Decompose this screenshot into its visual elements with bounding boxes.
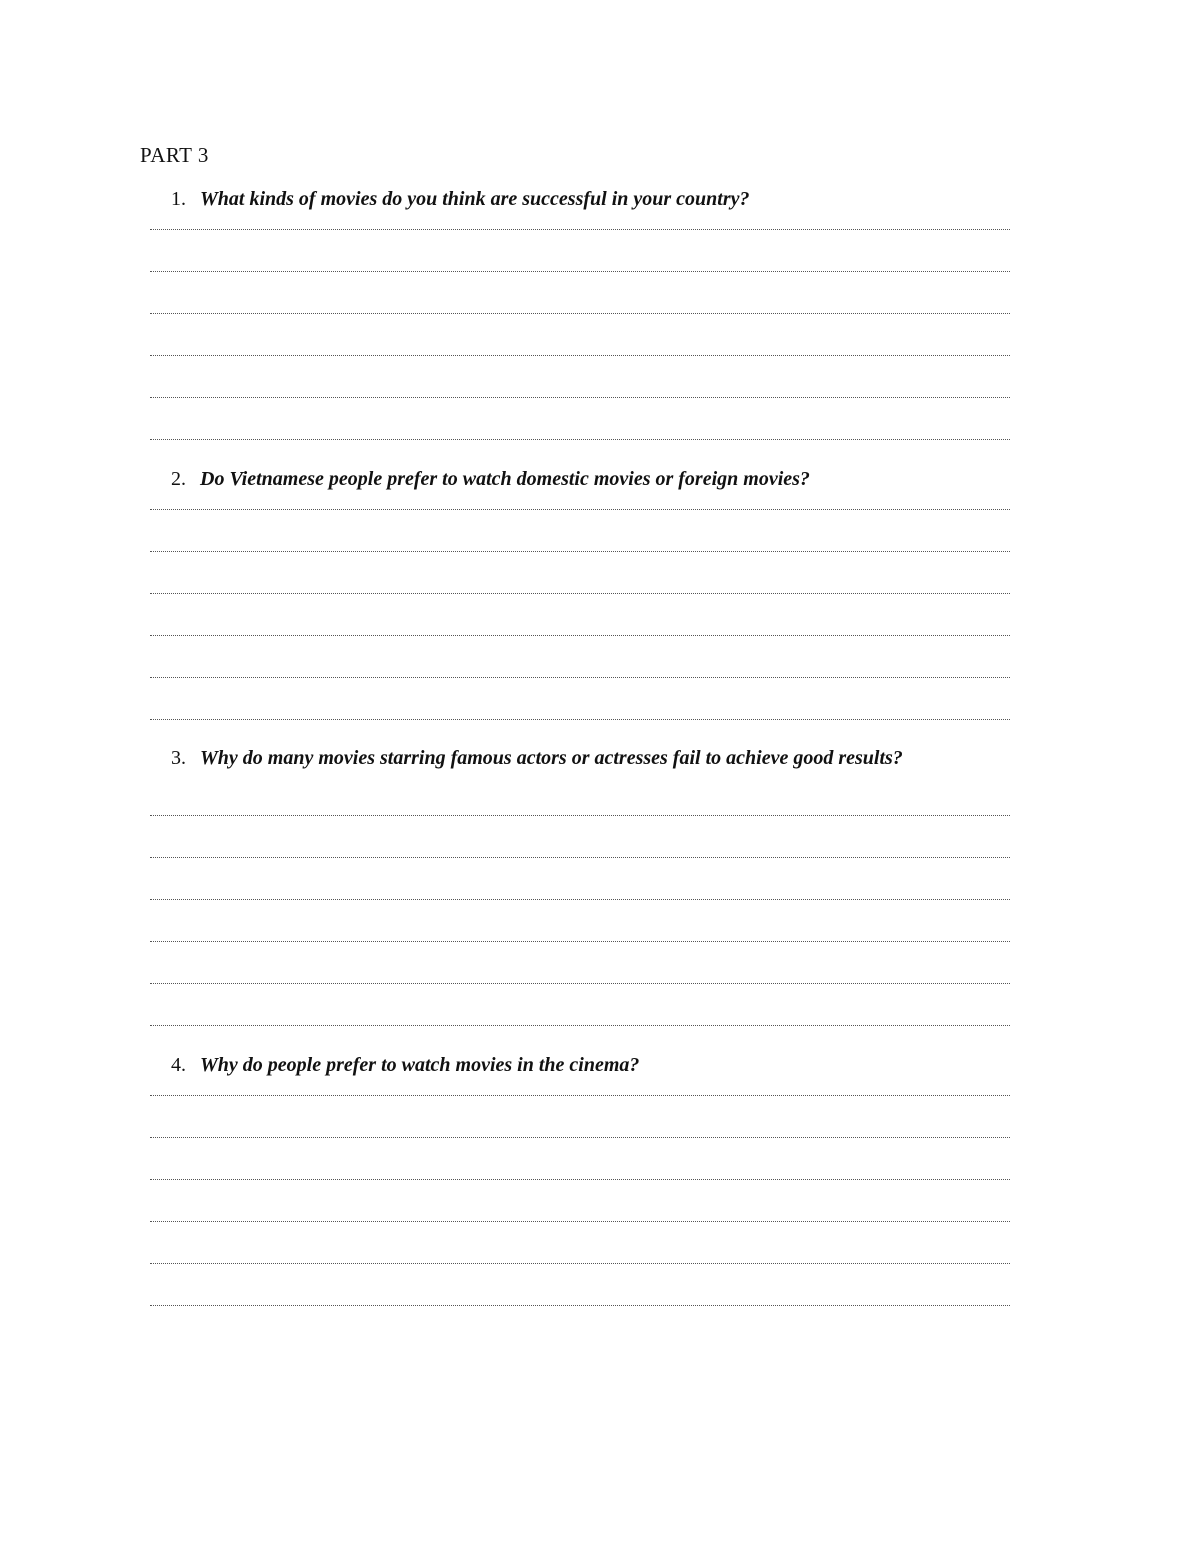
answer-line[interactable] bbox=[150, 1095, 1010, 1096]
answer-line[interactable] bbox=[150, 1137, 1010, 1138]
answer-line[interactable] bbox=[150, 397, 1010, 398]
answer-line[interactable] bbox=[150, 1305, 1010, 1306]
question-2 bbox=[150, 466, 1010, 492]
question-text: Why do many movies starring famous actors or actresses fail to achieve good results? bbox=[200, 747, 903, 769]
question-text: Do Vietnamese people prefer to watch domestic movies or foreign movies? bbox=[200, 468, 810, 490]
question-4 bbox=[150, 1052, 1010, 1078]
question-text: What kinds of movies do you think are successful in your country? bbox=[200, 188, 750, 210]
answer-line[interactable] bbox=[150, 635, 1010, 636]
question-3 bbox=[150, 745, 1010, 771]
question-number: 3. bbox=[171, 747, 186, 769]
question-number: 4. bbox=[171, 1054, 186, 1076]
answer-line[interactable] bbox=[150, 229, 1010, 230]
answer-line[interactable] bbox=[150, 271, 1010, 272]
page-title: PART 3 bbox=[140, 143, 209, 167]
answer-line[interactable] bbox=[150, 815, 1010, 816]
answer-line[interactable] bbox=[150, 719, 1010, 720]
question-1 bbox=[150, 186, 1010, 212]
answer-line[interactable] bbox=[150, 677, 1010, 678]
answer-line[interactable] bbox=[150, 1263, 1010, 1264]
answer-line[interactable] bbox=[150, 857, 1010, 858]
answer-line[interactable] bbox=[150, 355, 1010, 356]
answer-line[interactable] bbox=[150, 439, 1010, 440]
answer-line[interactable] bbox=[150, 983, 1010, 984]
question-text: Why do people prefer to watch movies in the cinema? bbox=[200, 1054, 640, 1076]
answer-line[interactable] bbox=[150, 551, 1010, 552]
answer-line[interactable] bbox=[150, 941, 1010, 942]
answer-line[interactable] bbox=[150, 509, 1010, 510]
question-number: 1. bbox=[171, 188, 186, 210]
answer-line[interactable] bbox=[150, 593, 1010, 594]
answer-line[interactable] bbox=[150, 1179, 1010, 1180]
question-number: 2. bbox=[171, 468, 186, 490]
answer-line[interactable] bbox=[150, 1221, 1010, 1222]
answer-line[interactable] bbox=[150, 1025, 1010, 1026]
answer-line[interactable] bbox=[150, 899, 1010, 900]
answer-line[interactable] bbox=[150, 313, 1010, 314]
